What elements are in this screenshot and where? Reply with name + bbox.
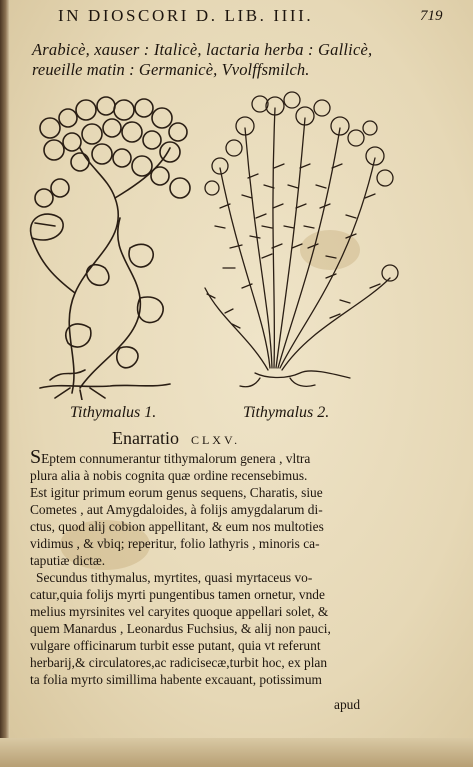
running-title: IN DIOSCORI D. LIB. IIII. <box>58 6 314 25</box>
text-line: herbarij,& circulatores,ac radicisecæ,turbit hoc, ex plan <box>30 655 328 670</box>
text-line: SEptem connumerantur tithymalorum genera , vltra <box>30 446 311 468</box>
vernacular-names-line-2: reueille matin : Germanicè, Vvolffsmilch. <box>32 60 310 79</box>
text-line: catur,quia folijs myrti pungentibus tamen ornetur, vnde <box>30 587 325 602</box>
text-line: vulgare officinarum turbit esse putant, quia vt referunt <box>30 638 321 653</box>
page-number: 719 <box>420 8 443 24</box>
vernacular-names-line-1: Arabicè, xauser : Italicè, lactaria herba : Gallicè, <box>32 40 373 59</box>
page-gutter <box>0 0 10 767</box>
text-line: taputiæ dictæ. <box>30 553 106 568</box>
woodcut-tithymalus-1 <box>20 88 195 400</box>
text-line: Cometes , aut Amygdaloides, à folijs amygdalarum di- <box>30 502 323 517</box>
text-line: ta folia myrto simillima habente excauant, potissimum <box>30 672 322 687</box>
plant-illustration-2 <box>200 88 400 388</box>
figure-caption-2: Tithymalus 2. <box>243 404 330 421</box>
commentary-text <box>30 446 370 688</box>
figure-caption-1: Tithymalus 1. <box>70 404 157 421</box>
text-line: vidimus , & vbiq; reperitur, folio lathyris , minoris ca- <box>30 536 320 551</box>
drop-cap: S <box>30 446 42 468</box>
catchword: apud <box>334 697 361 712</box>
text-line: plura alia à nobis cognita quæ ordine recensebimus. <box>30 468 308 483</box>
section-title: Enarratio <box>112 428 179 448</box>
text-line: quem Manardus , Leonardus Fuchsius, & alij non pauci, <box>30 621 331 636</box>
page-bottom-edge <box>0 738 473 767</box>
woodcut-tithymalus-2 <box>200 88 400 388</box>
section-heading <box>112 428 240 449</box>
text-line: Est igitur primum eorum genus sequens, Charatis, siue <box>30 485 323 500</box>
text-line: ctus, quod alij cobion appellitant, & eum nos multoties <box>30 519 324 534</box>
section-number: CLXV. <box>190 433 241 447</box>
plant-illustration-1 <box>20 88 195 400</box>
text-line: Secundus tithymalus, myrtites, quasi myrtaceus vo- <box>36 570 313 585</box>
text-line: melius myrsinites vel caryites quoque appellari solet, & <box>30 604 329 619</box>
